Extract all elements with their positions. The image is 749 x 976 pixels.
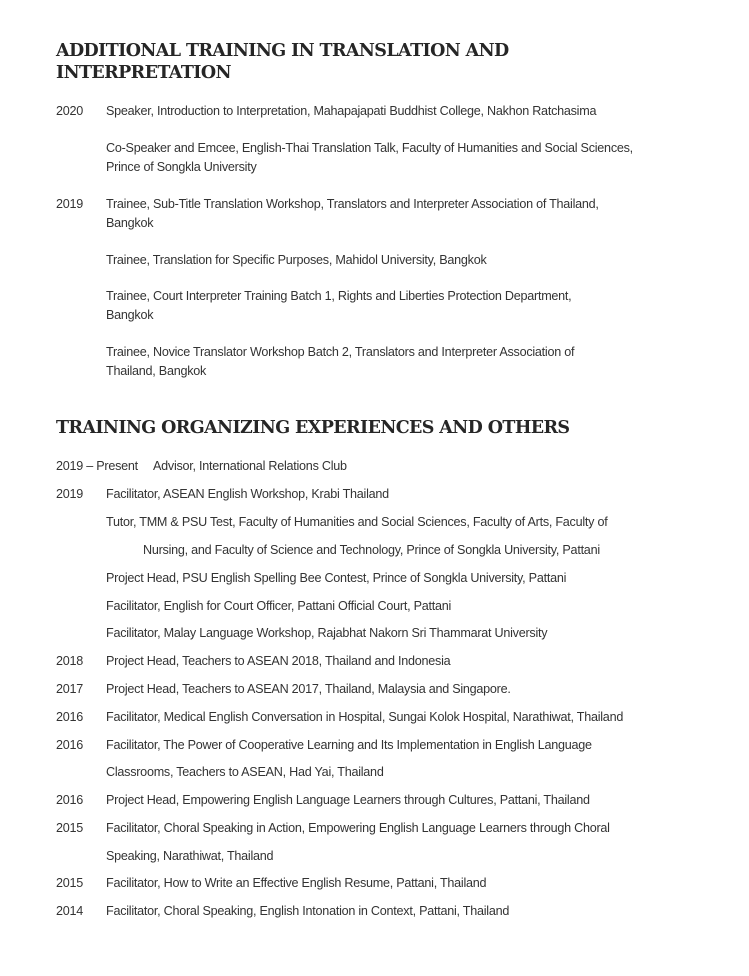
entry-text-continued: Bangkok: [106, 308, 154, 322]
entry-text: Facilitator, The Power of Cooperative Learning and Its Implementation in English Language: [106, 738, 592, 752]
entry-text: Trainee, Sub-Title Translation Workshop, Translators and Interpreter Association of Thailand,: [106, 197, 599, 211]
entry-text-continued: Thailand, Bangkok: [106, 364, 207, 378]
entry-year: 2020: [56, 104, 84, 118]
entry-text: Facilitator, English for Court Officer, Pattani Official Court, Pattani: [106, 599, 452, 613]
entry-text: Facilitator, Choral Speaking in Action, Empowering English Language Learners through Choral: [106, 821, 610, 835]
entry-text: Project Head, Empowering English Language Learners through Cultures, Pattani, Thailand: [106, 793, 590, 807]
entry-year: 2019: [56, 197, 84, 211]
entry-text: Tutor, TMM & PSU Test, Faculty of Humanities and Social Sciences, Faculty of Arts, Faculty of: [106, 515, 608, 529]
section-heading-translation-line2: INTERPRETATION: [56, 63, 231, 83]
entry-text-continued: Bangkok: [106, 216, 154, 230]
entry-text: Facilitator, Malay Language Workshop, Rajabhat Nakorn Sri Thammarat University: [106, 626, 548, 640]
entry-text: Project Head, PSU English Spelling Bee Contest, Prince of Songkla University, Pattani: [106, 571, 567, 585]
entry-year: 2016: [56, 710, 84, 724]
section-heading-organizing: TRAINING ORGANIZING EXPERIENCES AND OTHERS: [56, 418, 570, 438]
entry-text: Facilitator, Medical English Conversation in Hospital, Sungai Kolok Hospital, Narathiwat, Thailand: [106, 710, 624, 724]
entry-text: Project Head, Teachers to ASEAN 2018, Thailand and Indonesia: [106, 654, 451, 668]
entry-text: Speaker, Introduction to Interpretation, Mahapajapati Buddhist College, Nakhon Ratchasima: [106, 104, 597, 118]
section-heading-translation-line1: ADDITIONAL TRAINING IN TRANSLATION AND: [56, 41, 509, 61]
entry-year: 2019 – Present: [56, 459, 138, 473]
entry-text: Advisor, International Relations Club: [153, 459, 347, 473]
entry-year: 2016: [56, 793, 84, 807]
entry-text: Facilitator, ASEAN English Workshop, Krabi Thailand: [106, 487, 389, 501]
entry-text-continued: Prince of Songkla University: [106, 160, 257, 174]
entry-year: 2014: [56, 904, 84, 918]
entry-text: Co-Speaker and Emcee, English-Thai Translation Talk, Faculty of Humanities and Social Sciences,: [106, 141, 633, 155]
entry-text: Trainee, Novice Translator Workshop Batch 2, Translators and Interpreter Association of: [106, 345, 575, 359]
entry-year: 2018: [56, 654, 84, 668]
entry-text: Trainee, Court Interpreter Training Batch 1, Rights and Liberties Protection Department,: [106, 289, 572, 303]
entry-text: Project Head, Teachers to ASEAN 2017, Thailand, Malaysia and Singapore.: [106, 682, 511, 696]
entry-year: 2017: [56, 682, 84, 696]
entry-text: Facilitator, How to Write an Effective English Resume, Pattani, Thailand: [106, 876, 487, 890]
entry-text-continued: Nursing, and Faculty of Science and Technology, Prince of Songkla University, Pattani: [143, 543, 600, 557]
entry-text-continued: Classrooms, Teachers to ASEAN, Had Yai, Thailand: [106, 765, 384, 779]
entry-year: 2019: [56, 487, 84, 501]
entry-text-continued: Speaking, Narathiwat, Thailand: [106, 849, 274, 863]
entry-text: Trainee, Translation for Specific Purposes, Mahidol University, Bangkok: [106, 253, 487, 267]
entry-year: 2016: [56, 738, 84, 752]
entry-text: Facilitator, Choral Speaking, English Intonation in Context, Pattani, Thailand: [106, 904, 510, 918]
entry-year: 2015: [56, 876, 84, 890]
entry-year: 2015: [56, 821, 84, 835]
